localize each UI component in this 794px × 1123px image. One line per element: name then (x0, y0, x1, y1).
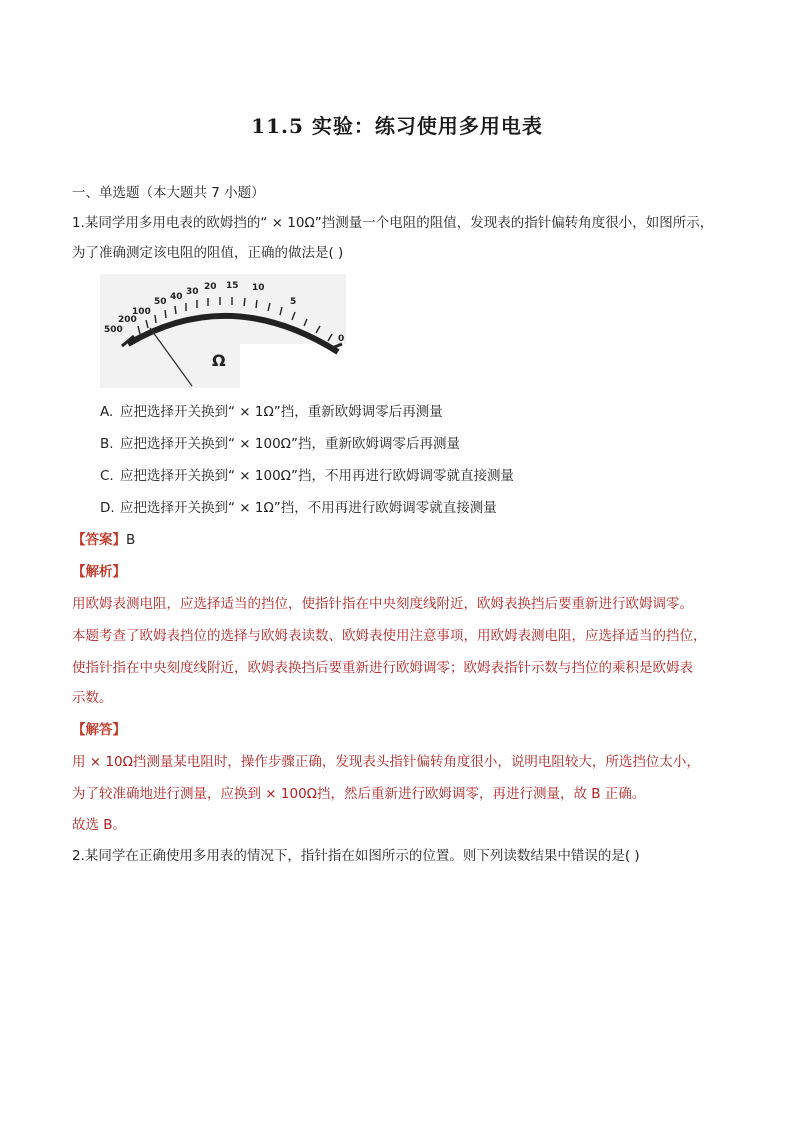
option-text: 应把选择开关换到“ × 100Ω”挡，重新欧姆调零后再测量 (120, 436, 460, 452)
option-letter: D. (100, 500, 115, 516)
q2-stem: 2.某同学在正确使用多用表的情况下，指针指在如图所示的位置。则下列读数结果中错误的是( ) (72, 848, 640, 864)
scale-label-200: 200 (118, 315, 137, 325)
option-letter: B. (100, 436, 114, 452)
section-heading: 一、单选题（本大题共 7 小题） (72, 185, 265, 201)
answer-value: B (126, 532, 136, 548)
q1-stem-line-2: 为了准确测定该电阻的阻值，正确的做法是( ) (72, 245, 344, 261)
solution-line-1: 用 × 10Ω挡测量某电阻时，操作步骤正确，发现表头指针偏转角度很小，说明电阻较大，所选挡位太小， (72, 754, 700, 770)
q1-stem-line-1: 1.某同学用多用电表的欧姆挡的“ × 10Ω”挡测量一个电阻的阻值，发现表的指针偏转角度很小，如图所示， (72, 215, 714, 231)
analysis-line-4: 示数。 (72, 690, 113, 706)
q1-option-a (100, 402, 443, 422)
scale-label-15: 15 (226, 281, 239, 291)
q1-option-c (100, 466, 514, 486)
option-letter: A. (100, 404, 114, 420)
option-text: 应把选择开关换到“ × 1Ω”挡，重新欧姆调零后再测量 (120, 404, 443, 420)
scale-label-500: 500 (104, 325, 123, 335)
analysis-line-3: 使指针指在中央刻度线附近，欧姆表换挡后要重新进行欧姆调零；欧姆表指针示数与挡位的乘积是欧姆表 (72, 660, 693, 676)
answer-tag: 【答案】 (72, 532, 126, 548)
option-text: 应把选择开关换到“ × 1Ω”挡，不用再进行欧姆调零就直接测量 (120, 500, 497, 516)
page-title: 11.5 实验：练习使用多用电表 (251, 114, 543, 138)
ohm-symbol: Ω (212, 351, 226, 370)
answer-line (72, 530, 135, 550)
scale-label-50: 50 (154, 297, 167, 307)
scale-label-0: 0 (338, 334, 345, 344)
analysis-tag: 【解析】 (72, 564, 126, 580)
ohmmeter-dial-figure (100, 274, 346, 388)
solution-line-3: 故选 B。 (72, 817, 127, 833)
scale-label-100: 100 (132, 307, 151, 317)
q1-option-d (100, 498, 497, 518)
option-text: 应把选择开关换到“ × 100Ω”挡，不用再进行欧姆调零就直接测量 (120, 468, 514, 484)
scale-label-5: 5 (290, 297, 297, 307)
analysis-line-2: 本题考查了欧姆表挡位的选择与欧姆表读数、欧姆表使用注意事项，用欧姆表测电阻，应选择适当的挡位， (72, 628, 707, 644)
solution-line-2: 为了较准确地进行测量，应换到 × 100Ω挡，然后重新进行欧姆调零，再进行测量，故 B 正确。 (72, 786, 646, 802)
q1-option-b (100, 434, 460, 454)
scale-label-40: 40 (170, 292, 183, 302)
scale-label-20: 20 (204, 282, 217, 292)
scale-label-30: 30 (186, 287, 199, 297)
option-letter: C. (100, 468, 114, 484)
analysis-line-1: 用欧姆表测电阻，应选择适当的挡位，使指针指在中央刻度线附近，欧姆表换挡后要重新进行欧姆调零。 (72, 596, 693, 612)
scale-label-10: 10 (252, 283, 265, 293)
solution-tag: 【解答】 (72, 722, 126, 738)
